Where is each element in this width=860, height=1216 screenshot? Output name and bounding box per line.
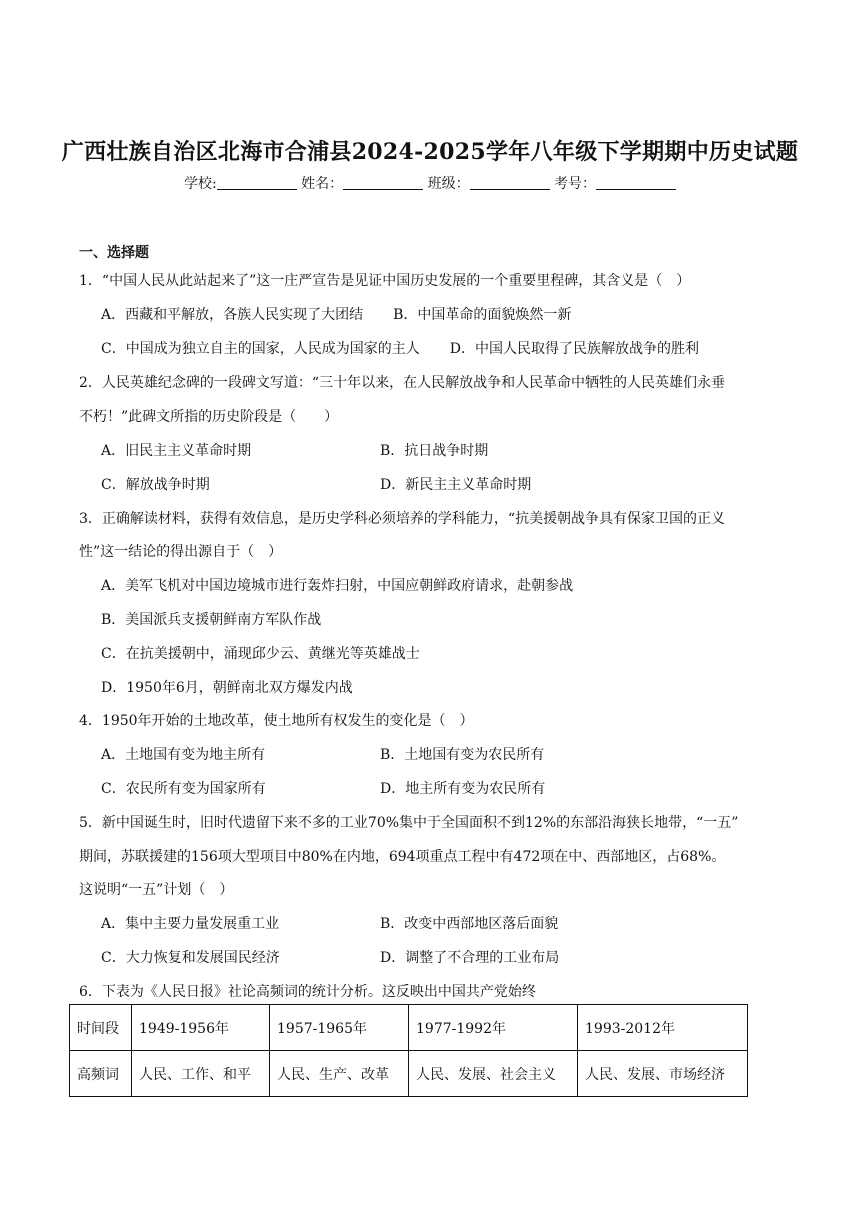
name-blank[interactable] <box>343 175 423 190</box>
question-4-option-c: C．农民所有变为国家所有 <box>101 781 266 797</box>
question-5-option-a: A．集中主要力量发展重工业 <box>101 916 280 932</box>
question-1-option-c: C．中国成为独立自主的国家，人民成为国家的主人 <box>101 341 420 357</box>
question-5-option-d: D．调整了不合理的工业布局 <box>380 950 560 966</box>
table-cell: 1957-1965年 <box>270 1005 409 1051</box>
question-2-option-a: A．旧民主主义革命时期 <box>101 443 252 459</box>
question-5-stem-line-2: 期间，苏联援建的156项大型项目中80%在内地，694项重点工程中有472项在中、西部地区，占68%。 <box>79 849 726 865</box>
name-label: 姓名： <box>301 176 344 192</box>
question-5-option-c: C．大力恢复和发展国民经济 <box>101 950 280 966</box>
question-1-options-row-1 <box>101 304 571 324</box>
school-label: 学校: <box>183 176 217 192</box>
table-cell: 时间段 <box>70 1005 132 1051</box>
table-cell: 人民、生产、改革 <box>270 1051 409 1097</box>
question-3-option-d: D．1950年6月，朝鲜南北双方爆发内战 <box>101 680 353 696</box>
school-blank[interactable] <box>217 175 297 190</box>
section-title: 一、选择题 <box>79 245 149 261</box>
question-5-option-b: B．改变中西部地区落后面貌 <box>380 916 559 932</box>
class-blank[interactable] <box>470 175 550 190</box>
question-1-stem: 1．“中国人民从此站起来了”这一庄严宣告是见证中国历史发展的一个重要里程碑，其含义是（ ） <box>79 273 691 289</box>
question-5-stem-line-1: 5．新中国诞生时，旧时代遗留下来不多的工业70%集中于全国面积不到12%的东部沿海狭长地带，“一五” <box>79 815 739 831</box>
exam-number-blank[interactable] <box>596 175 676 190</box>
table-cell: 1949-1956年 <box>132 1005 270 1051</box>
question-4-option-a: A．土地国有变为地主所有 <box>101 747 266 763</box>
table-row <box>70 1005 748 1051</box>
exam-title: 广西壮族自治区北海市合浦县2024-2025学年八年级下学期期中历史试题 <box>61 139 799 165</box>
table-row <box>70 1051 748 1097</box>
table-cell: 高频词 <box>70 1051 132 1097</box>
question-2-stem-line-1: 2．人民英雄纪念碑的一段碑文写道：“三十年以来，在人民解放战争和人民革命中牺牲的人民英雄们永垂 <box>79 375 726 391</box>
question-4-option-b: B．土地国有变为农民所有 <box>380 747 545 763</box>
question-6-stem: 6．下表为《人民日报》社论高频词的统计分析。这反映出中国共产党始终 <box>79 984 536 1000</box>
question-4-option-d: D．地主所有变为农民所有 <box>380 781 546 797</box>
class-label: 班级： <box>427 176 470 192</box>
question-3-option-a: A．美军飞机对中国边境城市进行轰炸扫射，中国应朝鲜政府请求，赴朝参战 <box>101 578 574 594</box>
question-3-option-b: B．美国派兵支援朝鲜南方军队作战 <box>101 612 322 628</box>
exam-number-label: 考号： <box>554 176 597 192</box>
question-3-option-c: C．在抗美援朝中，涌现邱少云、黄继光等英雄战士 <box>101 646 420 662</box>
table-cell: 1993-2012年 <box>578 1005 748 1051</box>
table-cell: 人民、工作、和平 <box>132 1051 270 1097</box>
student-info-line <box>0 173 860 193</box>
question-5-stem-line-3: 这说明“一五”计划（ ） <box>79 882 234 898</box>
question-3-stem-line-2: 性”这一结论的得出源自于（ ） <box>79 544 283 560</box>
table-cell: 人民、发展、社会主义 <box>409 1051 578 1097</box>
high-frequency-words-table <box>69 1004 748 1097</box>
question-3-stem-line-1: 3．正确解读材料，获得有效信息，是历史学科必须培养的学科能力，“抗美援朝战争具有保家卫国的正义 <box>79 511 726 527</box>
question-2-option-b: B．抗日战争时期 <box>380 443 489 459</box>
question-2-option-c: C．解放战争时期 <box>101 477 210 493</box>
question-1-option-d: D．中国人民取得了民族解放战争的胜利 <box>449 341 699 357</box>
question-2-stem-line-2: 不朽！”此碑文所指的历史阶段是（ ） <box>79 409 339 425</box>
table-cell: 1977-1992年 <box>409 1005 578 1051</box>
question-1-option-b: B．中国革命的面貌焕然一新 <box>393 307 572 323</box>
question-4-stem: 4．1950年开始的土地改革，使土地所有权发生的变化是（ ） <box>79 713 474 729</box>
question-1-options-row-2 <box>101 338 699 358</box>
table-cell: 人民、发展、市场经济 <box>578 1051 748 1097</box>
question-1-option-a: A．西藏和平解放，各族人民实现了大团结 <box>101 307 364 323</box>
question-2-option-d: D．新民主主义革命时期 <box>380 477 532 493</box>
